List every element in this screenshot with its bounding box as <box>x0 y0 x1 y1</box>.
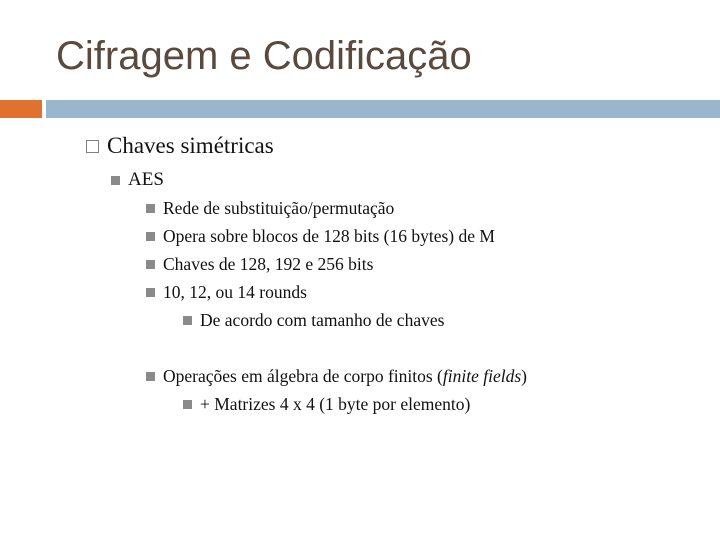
bullet-level1 <box>86 133 274 159</box>
square-bullet-icon <box>111 176 120 185</box>
bullet-text-post: ) <box>521 366 527 386</box>
bullet-item <box>146 198 394 219</box>
sub-bullet-text: + Matrizes 4 x 4 (1 byte por elemento) <box>200 394 471 414</box>
square-bullet-icon <box>146 260 155 269</box>
bullet-level2 <box>111 169 164 191</box>
square-bullet-icon <box>146 288 155 297</box>
bullet-text: Chaves de 128, 192 e 256 bits <box>163 254 374 274</box>
sub-bullet-text: De acordo com tamanho de chaves <box>200 310 445 330</box>
square-bullet-icon <box>146 204 155 213</box>
bullet-text-pre: Operações em álgebra de corpo finitos ( <box>163 366 443 386</box>
bullet-text: Rede de substituição/permutação <box>163 198 395 218</box>
sub-bullet-item <box>183 394 470 415</box>
accent-bar-orange <box>0 100 42 118</box>
bullet-text <box>163 366 527 387</box>
bullet-item <box>146 282 307 303</box>
square-bullet-icon <box>146 232 155 241</box>
sub-bullet-item <box>183 310 444 331</box>
bullet-text: 10, 12, ou 14 rounds <box>163 282 307 302</box>
bullet-text-italic: finite fields <box>442 366 522 386</box>
square-bullet-icon <box>183 316 192 325</box>
checkbox-bullet-icon <box>86 140 99 153</box>
bullet-item <box>146 226 495 247</box>
bullet-level1-text: Chaves simétricas <box>107 133 274 158</box>
bullet-text: Opera sobre blocos de 128 bits (16 bytes) de M <box>163 226 495 246</box>
slide-title: Cifragem e Codificação <box>56 34 472 78</box>
bullet-item <box>146 254 373 275</box>
square-bullet-icon <box>146 372 155 381</box>
accent-bar-blue <box>46 100 720 118</box>
bullet-item <box>146 366 527 387</box>
square-bullet-icon <box>183 400 192 409</box>
bullet-level2-text: AES <box>128 169 164 190</box>
